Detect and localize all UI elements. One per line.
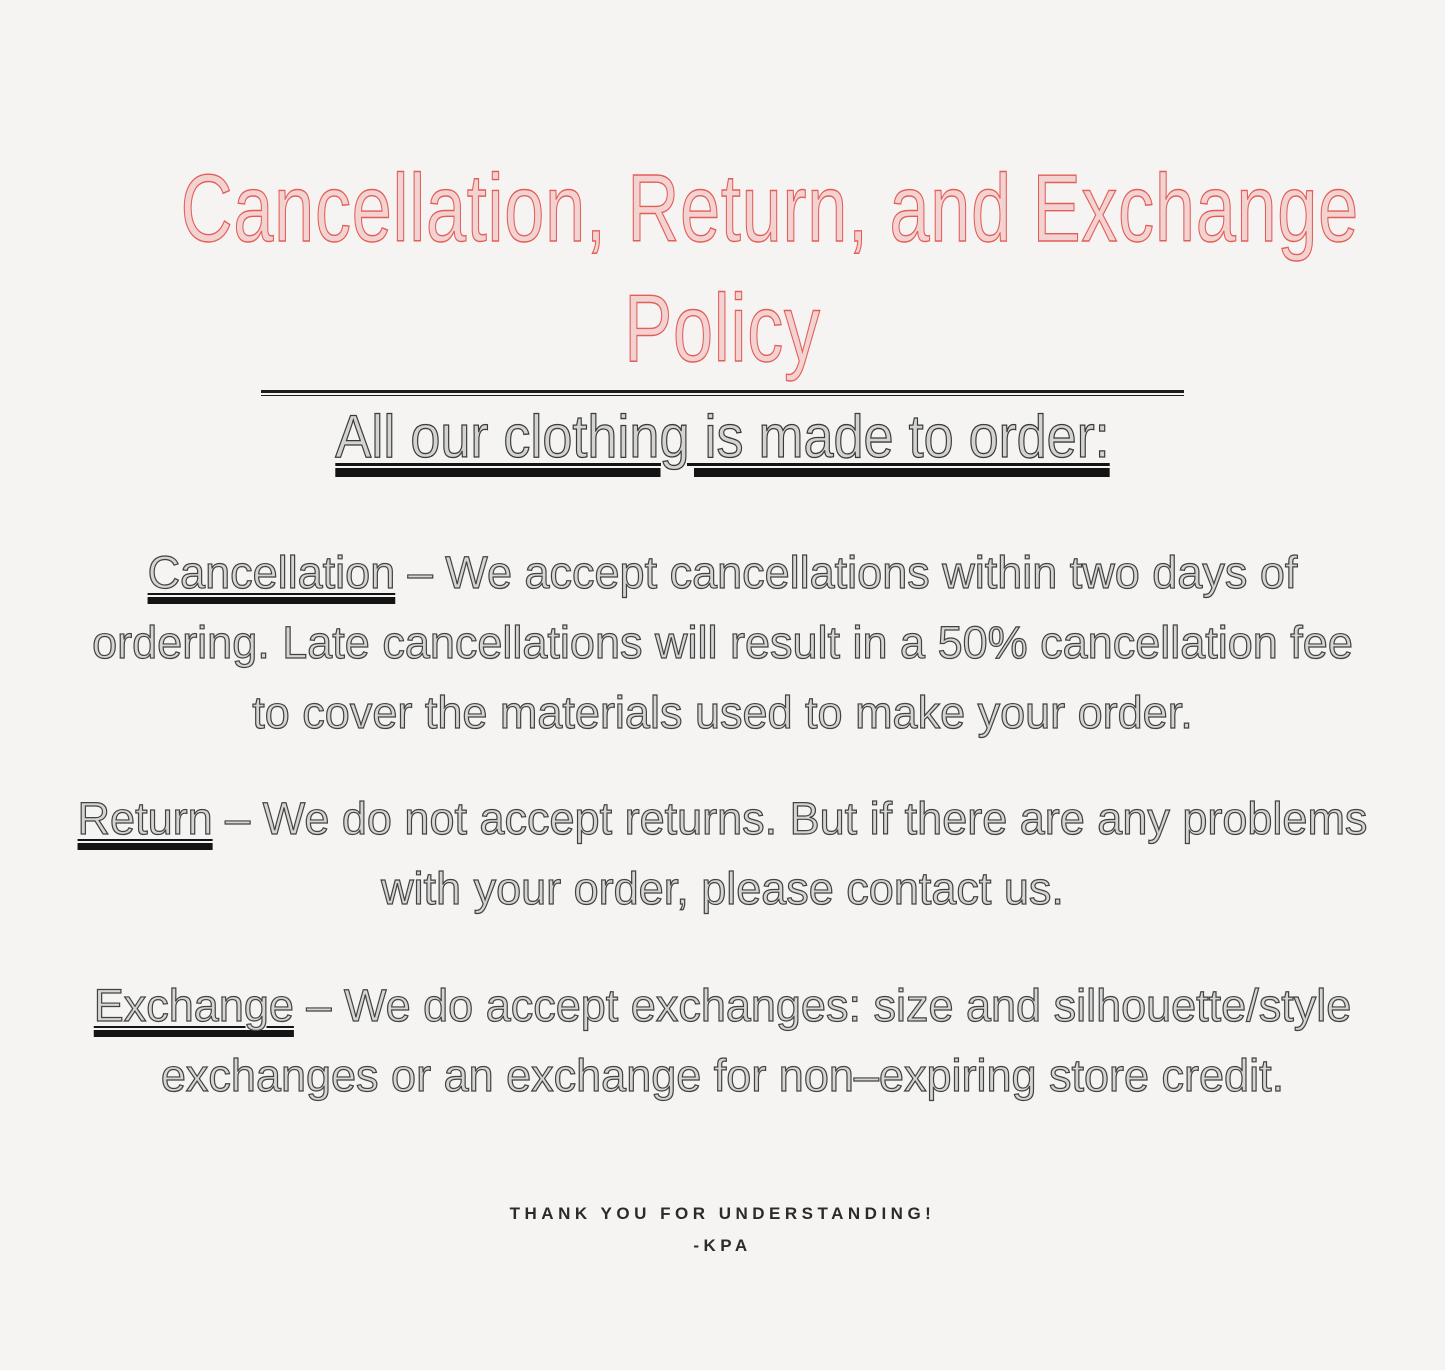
title-divider: [261, 390, 1184, 396]
exchange-body-text: We do accept exchanges: size and silhouette/style exchanges or an exchange for non–expiring store credit.: [160, 980, 1352, 1101]
subtitle-text: All our clothing is made to order:: [335, 403, 1110, 470]
return-term: Return: [77, 793, 213, 844]
title-line-1: Cancellation, Return, and Exchange: [180, 155, 1359, 262]
footer: [0, 1198, 1445, 1262]
title-line-2: Policy: [624, 275, 821, 382]
exchange-term: Exchange: [93, 980, 294, 1031]
cancellation-separator: –: [407, 547, 433, 598]
cancellation-term: Cancellation: [147, 547, 396, 598]
footer-thanks: THANK YOU FOR UNDERSTANDING!: [509, 1204, 936, 1223]
cancellation-body-text: We accept cancellations within two days of ordering. Late cancellations will result in a 50% cancellation fee to cover the materials used to make your order.: [92, 547, 1353, 738]
page-title: [0, 149, 1445, 389]
return-separator: –: [225, 793, 251, 844]
exchange-separator: –: [306, 980, 332, 1031]
policy-paragraph-exchange: [73, 971, 1373, 1111]
return-body-text: We do not accept returns. But if there are any problems with your order, please contact us.: [262, 793, 1368, 914]
subtitle: [72, 402, 1373, 472]
policy-paragraph-return: [53, 784, 1393, 924]
subtitle-underline: [335, 403, 1109, 470]
policy-paragraph-cancellation: [83, 538, 1363, 748]
footer-signature: -KPA: [693, 1236, 752, 1255]
